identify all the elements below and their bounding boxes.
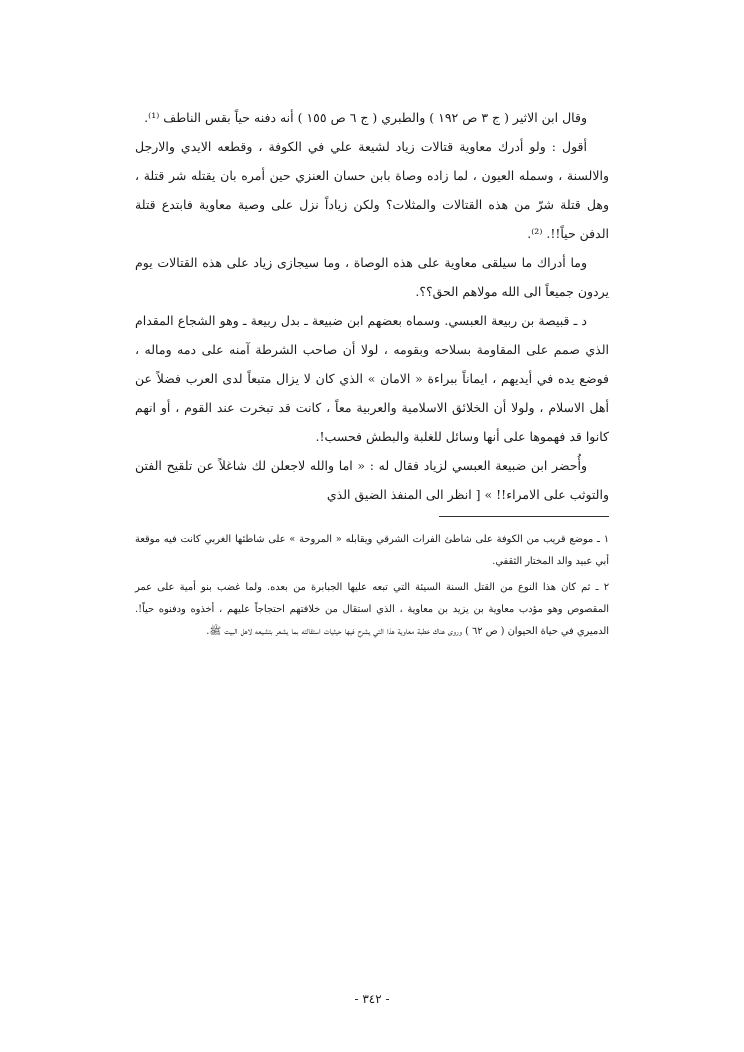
paragraph-aqool: أقول : ولو أدرك معاوية قتالات زياد لشيعة علي في الكوفة ، وقطعه الايدي والارجل والالسنة ، وسمله العيون ، لما زاده وصاة بابن حسان العنزي حين أمره بان يقتله شر قتلة ، وهل قتلة شرّ من هذه القتالات والمثلات؟ ولكن زياداً نزل على وصية معاوية فابتدع قتلة الدفن حياً!!. ⁽²⁾. bbox=[135, 139, 609, 241]
paragraph-wa-ma-adrak: وما أدراك ما سيلقى معاوية على هذه الوصاة ، وما سيجازى زياد على هذه القتالات يوم يردون جميعاً الى الله مولاهم الحق؟؟. bbox=[135, 255, 609, 299]
page-content bbox=[135, 103, 609, 643]
paragraph-ibn-athir: وقال ابن الاثير ( ج ٣ ص ١٩٢ ) والطبري ( ج ٦ ص ١٥٥ ) أنه دفنه حياً بقس الناطف ⁽¹⁾. bbox=[144, 110, 587, 125]
main-text bbox=[135, 103, 609, 509]
page-number: - ٣٤٢ - bbox=[354, 992, 390, 1006]
footnotes bbox=[135, 529, 609, 643]
footnote-1: ١ ـ موضع قريب من الكوفة على شاطئ الفرات الشرقي ويقابله « المروحة » على شاطئها الغربي كانت فيه موقعة أبي عبيد والد المختار الثقفي. bbox=[135, 534, 609, 567]
footnote-2: ٢ ـ ثم كان هذا النوع من القتل السنة السيئة التي تبعه عليها الجبابرة من بعده. ولما غضب بنو أمية على عمر المقصوص وهو مؤدب معاوية بن يزيد بن معاوية ، الذي استقال من خلافتهم احتجاجاً عليهم ، أخذوه ودفنوه حياً!. الدميري في حياة الحيوان ( ص ٦٢ ) وروى هناك خطبة معاوية هذا التي يشرح فيها حيثيات استقالته بما يشعر بتشيعه لاهل البيت ﷺ. bbox=[135, 582, 609, 637]
footnote-divider bbox=[439, 516, 609, 517]
paragraph-qabisa: د ـ قبيصة بن ربيعة العبسي. وسماه بعضهم ابن ضبيعة ـ بدل ربيعة ـ وهو الشجاع المقدام الذي صمم على المقاومة بسلاحه وبقومه ، لولا أن صاحب الشرطة آمنه على دمه وماله ، فوضع يده في أيديهم ، ايماناً ببراءة « الامان » الذي كان لا يزال متبعاً لدى العرب فضلاً عن أهل الاسلام ، ولولا أن الخلائق الاسلامية والعربية معاً ، كانت قد تبخرت عند القوم ، أو انهم كانوا قد فهموها على أنها وسائل للغلبة والبطش فحسب!. bbox=[135, 313, 609, 444]
paragraph-uhdira: وأُحضر ابن ضبيعة العبسي لزياد فقال له : « اما والله لاجعلن لك شاغلاً عن تلقيح الفتن والتوثب على الامراء!! » [ انظر الى المنفذ الضيق الذي bbox=[135, 458, 609, 502]
